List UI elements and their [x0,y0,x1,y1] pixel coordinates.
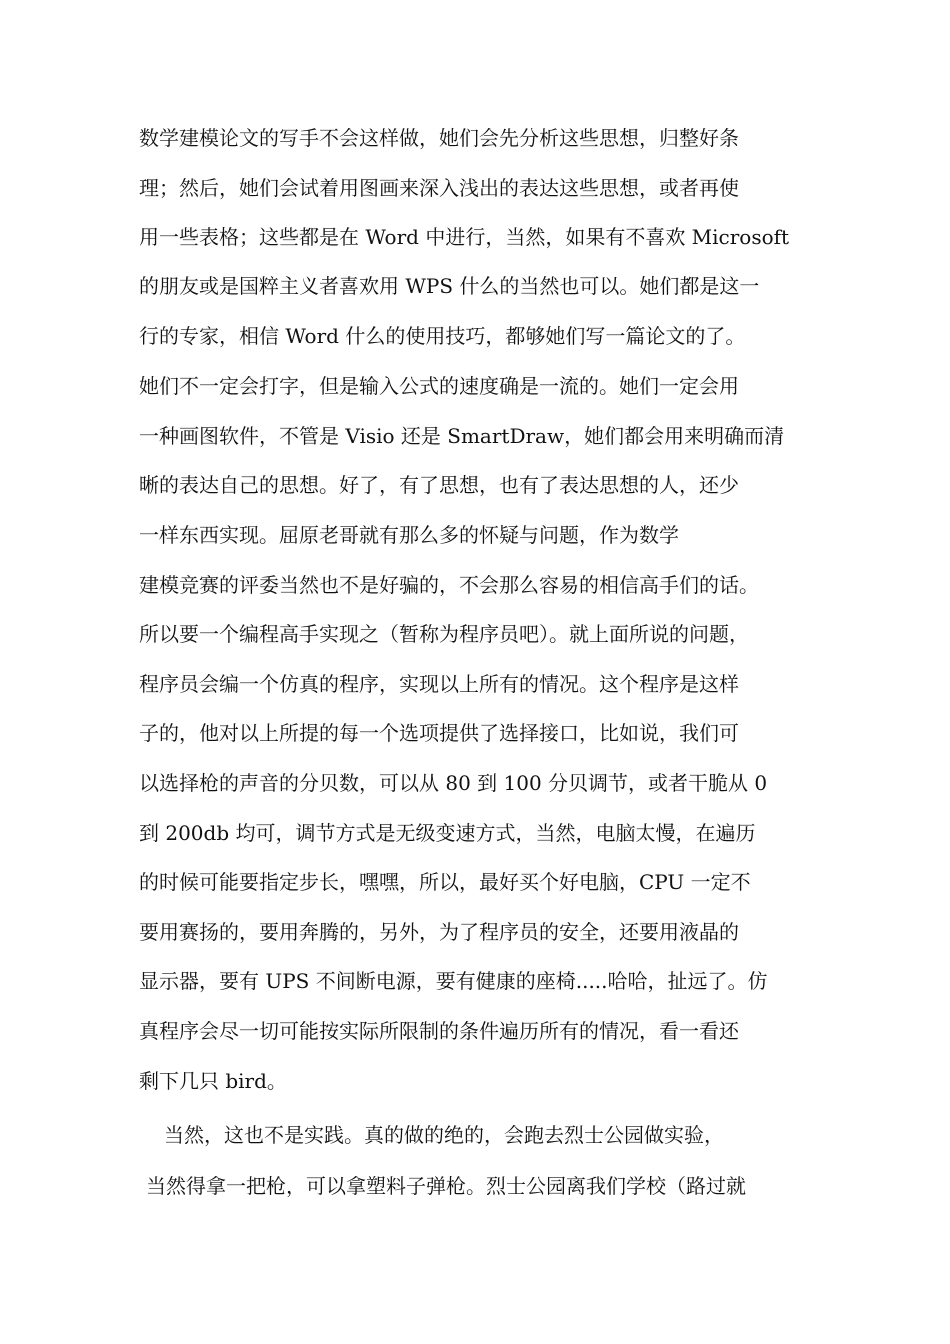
text-line: 一种画图软件，不管是 Visio 还是 SmartDraw，她们都会用来明确而清 [139,424,785,448]
text-line: 用一些表格；这些都是在 Word 中进行，当然，如果有不喜欢 Microsoft [139,225,790,249]
text-line: 剩下几只 bird。 [139,1069,287,1093]
text-line: 数学建模论文的写手不会这样做，她们会先分析这些思想，归整好条 [139,126,739,150]
text-line: 她们不一定会打字，但是输入公式的速度确是一流的。她们一定会用 [139,374,739,398]
text-line: 理；然后，她们会试着用图画来深入浅出的表达这些思想，或者再使 [139,176,739,200]
text-line: 真程序会尽一切可能按实际所限制的条件遍历所有的情况，看一看还 [139,1019,739,1043]
text-line: 当然，这也不是实践。真的做的绝的，会跑去烈士公园做实验， [164,1123,724,1147]
text-line: 晰的表达自己的思想。好了，有了思想，也有了表达思想的人，还少 [139,473,739,497]
text-line: 建模竞赛的评委当然也不是好骗的，不会那么容易的相信高手们的话。 [139,573,759,597]
text-line: 显示器，要有 UPS 不间断电源，要有健康的座椅.....哈哈，扯远了。仿 [139,969,768,993]
text-line: 的时候可能要指定步长，嘿嘿，所以，最好买个好电脑，CPU 一定不 [139,870,751,894]
text-line: 要用赛扬的，要用奔腾的，另外，为了程序员的安全，还要用液晶的 [139,920,739,944]
text-line: 行的专家，相信 Word 什么的使用技巧，都够她们写一篇论文的了。 [139,324,746,348]
text-line: 子的，他对以上所提的每一个选项提供了选择接口，比如说，我们可 [139,721,739,745]
text-line: 一样东西实现。屈原老哥就有那么多的怀疑与问题，作为数学 [139,523,679,547]
text-line: 当然得拿一把枪，可以拿塑料子弹枪。烈士公园离我们学校（路过就 [146,1174,746,1198]
text-line: 所以要一个编程高手实现之（暂称为程序员吧）。就上面所说的问题， [139,622,749,646]
text-line: 以选择枪的声音的分贝数，可以从 80 到 100 分贝调节，或者干脆从 0 [139,771,768,795]
text-line: 到 200db 均可，调节方式是无级变速方式，当然，电脑太慢，在遍历 [139,821,756,845]
text-line: 程序员会编一个仿真的程序，实现以上所有的情况。这个程序是这样 [139,672,739,696]
text-line: 的朋友或是国粹主义者喜欢用 WPS 什么的当然也可以。她们都是这一 [139,274,760,298]
